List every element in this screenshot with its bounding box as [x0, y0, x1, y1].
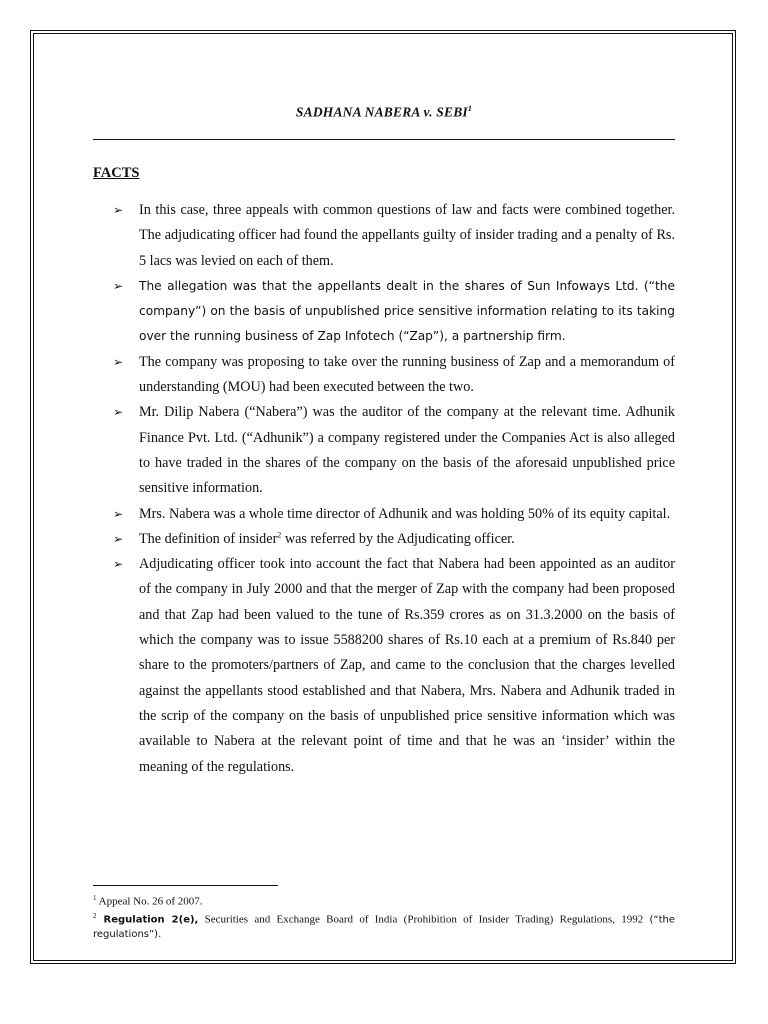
list-item-text: In this case, three appeals with common questions of law and facts were combined together. The adjudicating officer had found the appellants guilty of insider trading and a penalty of Rs. 5 lacs was levied on each of them.	[139, 202, 675, 269]
list-item	[93, 274, 675, 350]
list-item-text: The definition of insider	[139, 530, 278, 547]
arrow-bullet-icon: ➢	[113, 506, 124, 521]
arrow-bullet-icon: ➢	[113, 203, 124, 217]
footnote-tail-text: (“the regulations”).	[93, 914, 675, 941]
list-item-text: Adjudicating officer took into account the fact that Nabera had been appointed as an auditor of the company in July 2000 and that the merger of Zap with the company had been proposed and that Zap had been valued to the tune of Rs.359 crores as on 31.3.2000 on the basis of which the company was to issue 5588200 shares of Rs.10 each at a premium of Rs.840 per share to the promoters/partners of Zap, and came to the conclusion that the charges levelled against the appellants stood established and that Nabera, Mrs. Nabera and Adhunik traded in the scrip of the company on the basis of unpublished price sensitive information which was available to Nabera at the relevant point of time and that he was an ‘insider’ within the meaning of the regulations.	[139, 556, 675, 775]
list-item	[93, 400, 675, 501]
document-title	[93, 104, 675, 121]
arrow-bullet-icon: ➢	[113, 354, 124, 369]
footnote-2	[93, 909, 675, 943]
list-item	[93, 552, 675, 780]
title-footnote-ref: 1	[467, 104, 473, 113]
footnote-divider	[93, 885, 278, 886]
list-item-text: Mrs. Nabera was a whole time director of Adhunik and was holding 50% of its equity capital.	[139, 505, 671, 522]
list-item-text-tail: was referred by the Adjudicating officer.	[281, 530, 515, 547]
list-item-text: Mr. Dilip Nabera (“Nabera”) was the auditor of the company at the relevant time. Adhunik Finance Pvt. Ltd. (“Adhunik”) a company registered under the Companies Act is also alleged to have traded in the shares of the company on the basis of the aforesaid unpublished price sensitive information.	[139, 404, 675, 497]
facts-list	[93, 198, 675, 780]
footnote-number: 1	[93, 894, 97, 902]
title-text: SADHANA NABERA v. SEBI	[295, 104, 468, 120]
footnote-1	[93, 891, 675, 909]
footnote-bold-text: Regulation 2(e),	[96, 914, 199, 926]
footnote-text: Appeal No. 26 of 2007.	[96, 895, 203, 908]
arrow-bullet-icon: ➢	[113, 278, 124, 293]
list-item-text: The company was proposing to take over the running business of Zap and a memorandum of understanding (MOU) had been executed between the two.	[139, 353, 675, 396]
arrow-bullet-icon: ➢	[113, 557, 124, 572]
list-item-text: The allegation was that the appellants dealt in the shares of Sun Infoways Ltd. (“the company”) on the basis of unpublished price sensitive information relating to its taking over the running business of Zap Infotech (“Zap”), a partnership firm.	[139, 278, 675, 344]
footnote-text: Securities and Exchange Board of India (Prohibition of Insider Trading) Regulations, 1992	[198, 913, 650, 926]
arrow-bullet-icon: ➢	[113, 531, 124, 546]
list-item	[93, 350, 675, 401]
footnote-ref: 2	[277, 530, 282, 540]
footnote-number: 2	[93, 911, 97, 920]
footnotes	[93, 891, 675, 942]
list-item	[93, 527, 675, 552]
arrow-bullet-icon: ➢	[113, 405, 124, 420]
section-heading-facts: FACTS	[93, 165, 140, 181]
list-item	[93, 502, 675, 527]
title-divider	[93, 139, 675, 140]
list-item	[93, 198, 675, 274]
